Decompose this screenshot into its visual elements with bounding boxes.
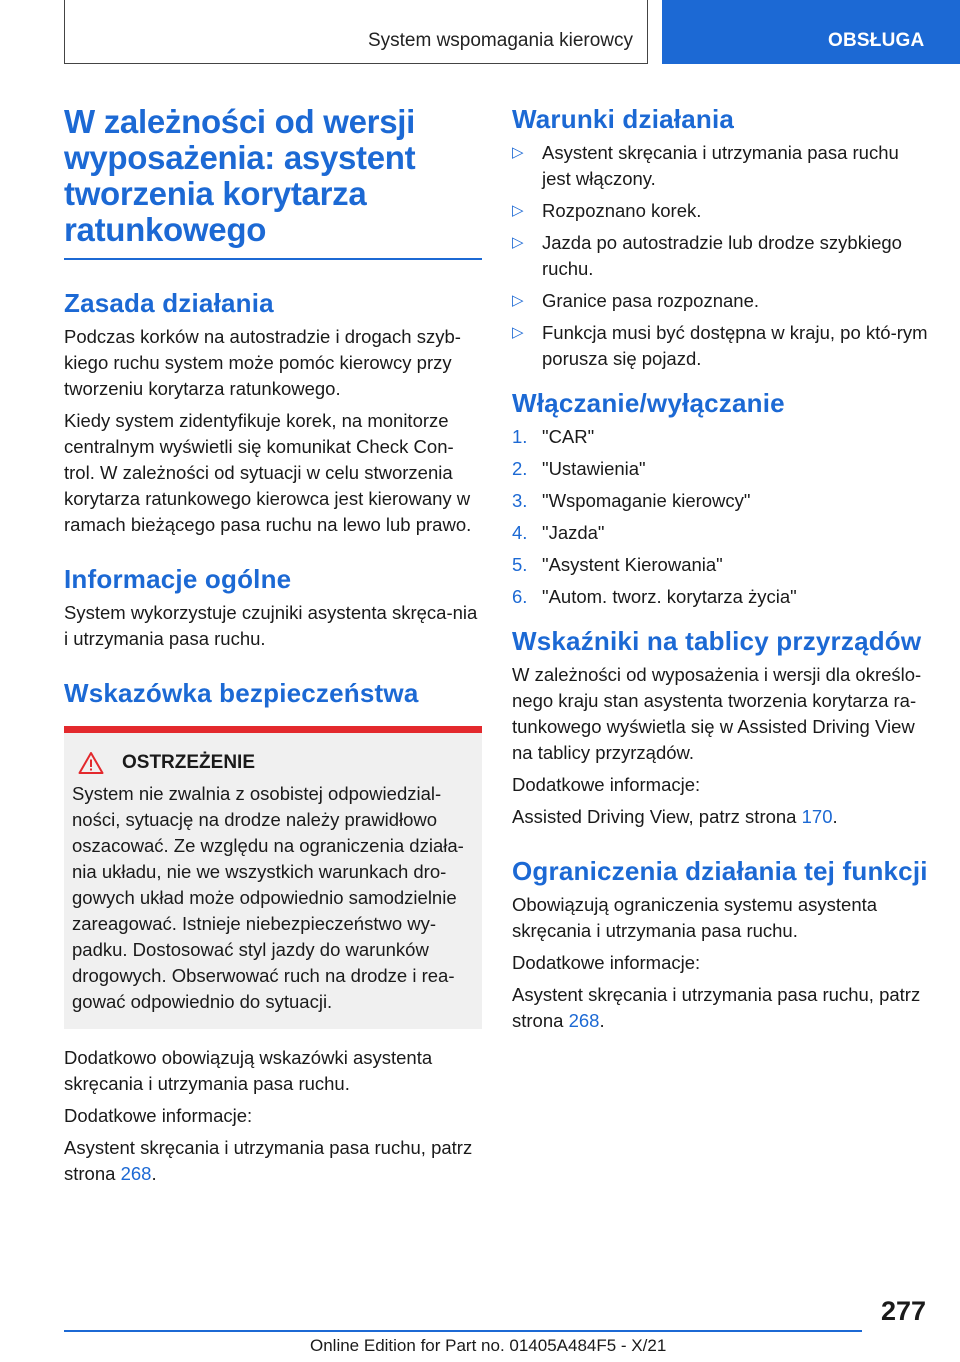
triangle-bullet-icon: ▷: [512, 324, 524, 341]
heading-toggle: Włączanie/wyłączanie: [512, 388, 785, 418]
condition-item: [512, 140, 930, 192]
principle-paragraph-1: Podczas korków na autostradzie i drogach szyb‐kiego ruchu system może pomóc kierowcy przy tworzeniu korytarza ratunkowego.: [64, 325, 461, 399]
triangle-bullet-icon: ▷: [512, 234, 524, 251]
heading-indicators: Wskaźniki na tablicy przyrządów: [512, 626, 922, 656]
indicators-paragraph-1: W zależności od wyposażenia i wersji dla określo‐nego kraju stan asystenta tworzenia korytarza ra‐tunkowego wyświetla się w Assisted Driving View na tablicy przyrządów.: [512, 664, 922, 763]
toggle-step: [512, 488, 930, 514]
right-column: [512, 104, 930, 1040]
warning-triangle-icon: [78, 751, 104, 775]
step-number: 5.: [512, 554, 528, 575]
condition-text: Jazda po autostradzie lub drodze szybkiego ruchu.: [542, 232, 902, 279]
condition-text: Funkcja musi być dostępna w kraju, po któ‐rym porusza się pojazd.: [542, 322, 928, 369]
warning-box: [64, 726, 482, 1029]
safety-paragraph-2: Dodatkowe informacje:: [64, 1104, 253, 1126]
heading-safety: Wskazówka bezpieczeństwa: [64, 677, 419, 708]
safety-ref-text: Asystent skręcania i utrzymania pasa ruchu, patrz strona: [64, 1136, 473, 1184]
step-text: "Wspomaganie kierowcy": [542, 490, 751, 511]
triangle-bullet-icon: ▷: [512, 292, 524, 309]
triangle-bullet-icon: ▷: [512, 144, 524, 161]
step-number: 3.: [512, 490, 528, 511]
warning-header: [72, 751, 472, 775]
safety-ref-end: .: [151, 1162, 157, 1184]
footer-divider: [64, 1330, 862, 1332]
heading-limits: Ograniczenia działania tej funkcji: [512, 856, 928, 886]
step-text: "Autom. tworz. korytarza życia": [542, 586, 797, 607]
conditions-list: [512, 140, 930, 372]
safety-paragraph-1: Dodatkowo obowiązują wskazówki asystenta skręcania i utrzymania pasa ruchu.: [64, 1046, 433, 1094]
toggle-step: [512, 424, 930, 450]
header-section-box: [64, 0, 648, 64]
general-paragraph-1: System wykorzystuje czujniki asystenta skręca‐nia i utrzymania pasa ruchu.: [64, 601, 478, 649]
step-text: "Ustawienia": [542, 458, 646, 479]
toggle-step: [512, 584, 930, 610]
principle-paragraph-2: Kiedy system zidentyfikuje korek, na monitorze centralnym wyświetli się komunikat Check Con‐trol. W zależności od sytuacji w celu stworzenia korytarza ratunkowego kierowca jest kierowany w ramach bieżącego pasa ruchu na lewo lub prawo.: [64, 409, 472, 535]
page-link-268-limits[interactable]: 268: [568, 1010, 600, 1031]
step-number: 1.: [512, 426, 528, 447]
limits-paragraph-3: [512, 982, 930, 1034]
title-divider: [64, 258, 482, 260]
warning-label: OSTRZEŻENIE: [122, 751, 256, 773]
indicators-ref-end: .: [832, 806, 838, 827]
step-number: 6.: [512, 586, 528, 607]
triangle-bullet-icon: ▷: [512, 202, 524, 219]
heading-principle: Zasada działania: [64, 287, 274, 318]
header-section-title: System wspomagania kierowcy: [367, 30, 633, 51]
heading-general: Informacje ogólne: [64, 563, 292, 594]
heading-conditions: Warunki działania: [512, 104, 735, 134]
limits-ref-end: .: [599, 1010, 605, 1031]
step-text: "CAR": [542, 426, 595, 447]
warning-text: System nie zwalnia z osobistej odpowiedzial‐ności, sytuację na drodze należy prawidłowo oszacować. Ze względu na ograniczenia działa‐nia układu, nie we wszystkich warunkach dro‐gowych układ może odpowiednio samodzielnie zareagować. Istnieje niebezpieczeństwo wy‐padku. Dostosować styl jazdy do warunków drogowych. Obserwować ruch na drodze i rea‐gować odpowiednio do sytuacji.: [72, 782, 464, 1012]
indicators-paragraph-2: Dodatkowe informacje:: [512, 774, 701, 795]
condition-text: Asystent skręcania i utrzymania pasa ruchu jest włączony.: [542, 142, 899, 189]
header-chapter-tab: [662, 0, 960, 64]
footer-edition: Online Edition for Part no. 01405A484F5 - X/21: [310, 1336, 667, 1355]
step-text: "Asystent Kierowania": [542, 554, 723, 575]
step-number: 2.: [512, 458, 528, 479]
page-number: 277: [880, 1296, 926, 1326]
page-link-268[interactable]: 268: [120, 1162, 152, 1184]
toggle-steps-list: [512, 424, 930, 610]
condition-text: Rozpoznano korek.: [542, 200, 702, 221]
left-column: [64, 104, 482, 1193]
safety-paragraph-3: [64, 1135, 482, 1187]
toggle-step: [512, 552, 930, 578]
condition-item: [512, 320, 930, 372]
header-chapter-label: OBSŁUGA: [828, 30, 925, 51]
condition-item: [512, 230, 930, 282]
condition-item: [512, 198, 930, 224]
toggle-step: [512, 456, 930, 482]
condition-text: Granice pasa rozpoznane.: [542, 290, 759, 311]
limits-paragraph-1: Obowiązują ograniczenia systemu asystenta skręcania i utrzymania pasa ruchu.: [512, 894, 878, 941]
indicators-ref-text: Assisted Driving View, patrz strona: [512, 806, 802, 827]
toggle-step: [512, 520, 930, 546]
condition-item: [512, 288, 930, 314]
step-text: "Jazda": [542, 522, 605, 543]
page-header: [0, 0, 960, 66]
step-number: 4.: [512, 522, 528, 543]
page-title: W zależności od wersji wyposażenia: asystent tworzenia korytarza ratunkowego: [64, 103, 416, 248]
indicators-paragraph-3: [512, 804, 930, 830]
limits-ref-text: Asystent skręcania i utrzymania pasa ruchu, patrz strona: [512, 984, 921, 1031]
page-link-170[interactable]: 170: [801, 806, 833, 827]
limits-paragraph-2: Dodatkowe informacje:: [512, 952, 701, 973]
